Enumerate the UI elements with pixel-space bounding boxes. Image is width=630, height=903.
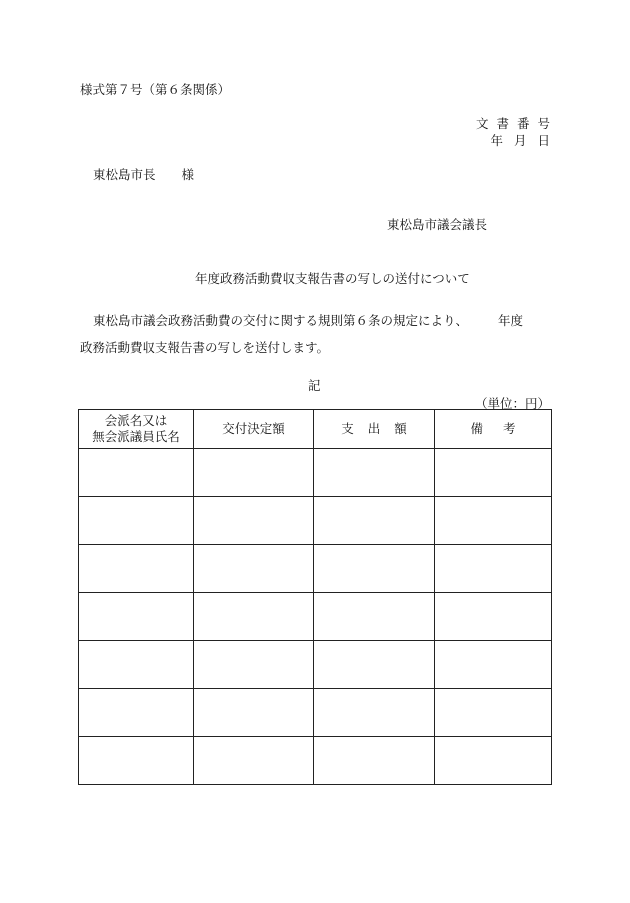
table-cell[interactable] bbox=[194, 593, 314, 641]
table-cell[interactable] bbox=[79, 593, 194, 641]
table-row bbox=[79, 737, 552, 785]
table-cell[interactable] bbox=[79, 737, 194, 785]
header-remarks-label: 備考 bbox=[470, 421, 536, 436]
table-cell[interactable] bbox=[194, 737, 314, 785]
table-cell[interactable] bbox=[79, 545, 194, 593]
header-remarks bbox=[435, 410, 552, 449]
body-line-2: 政務活動費収支報告書の写しを送付します。 bbox=[80, 340, 330, 355]
table-cell[interactable] bbox=[314, 641, 435, 689]
report-table bbox=[78, 409, 552, 785]
header-faction-line2: 無会派議員氏名 bbox=[92, 429, 180, 444]
table-cell[interactable] bbox=[314, 593, 435, 641]
table-cell[interactable] bbox=[194, 497, 314, 545]
subject-title: 年度政務活動費収支報告書の写しの送付について bbox=[195, 271, 470, 286]
table-cell[interactable] bbox=[314, 497, 435, 545]
unit-label: （単位：円） bbox=[474, 396, 550, 411]
table-cell[interactable] bbox=[194, 449, 314, 497]
table-cell[interactable] bbox=[194, 689, 314, 737]
table-row bbox=[79, 545, 552, 593]
table-cell[interactable] bbox=[435, 689, 552, 737]
form-number: 様式第７号（第６条関係） bbox=[80, 82, 231, 97]
header-faction-line1: 会派名又は bbox=[104, 413, 168, 428]
table-row bbox=[79, 593, 552, 641]
table-row bbox=[79, 449, 552, 497]
ki-heading: 記 bbox=[308, 378, 321, 393]
table-cell[interactable] bbox=[435, 593, 552, 641]
document-number-label: 文書番号 bbox=[475, 116, 558, 131]
header-faction-name bbox=[79, 410, 194, 449]
table-cell[interactable] bbox=[435, 641, 552, 689]
body-line-1 bbox=[80, 307, 552, 334]
table-header-row bbox=[79, 410, 552, 449]
table-cell[interactable] bbox=[314, 545, 435, 593]
table-cell[interactable] bbox=[79, 641, 194, 689]
sender: 東松島市議会議長 bbox=[387, 217, 488, 232]
recipient bbox=[93, 165, 194, 183]
recipient-honorific: 様 bbox=[181, 167, 195, 182]
table-cell[interactable] bbox=[435, 497, 552, 545]
table-cell[interactable] bbox=[194, 545, 314, 593]
date-label: 年月日 bbox=[490, 133, 561, 148]
body-line-1-suffix: 年度 bbox=[498, 313, 524, 328]
body-text bbox=[80, 307, 552, 361]
table-cell[interactable] bbox=[194, 641, 314, 689]
header-expenditure bbox=[314, 410, 435, 449]
table-cell[interactable] bbox=[314, 737, 435, 785]
table-row bbox=[79, 689, 552, 737]
header-expenditure-label: 支出額 bbox=[341, 421, 421, 436]
table-cell[interactable] bbox=[314, 449, 435, 497]
table-row bbox=[79, 497, 552, 545]
recipient-name: 東松島市長 bbox=[93, 167, 156, 182]
table-cell[interactable] bbox=[314, 689, 435, 737]
table-cell[interactable] bbox=[79, 449, 194, 497]
table-cell[interactable] bbox=[435, 449, 552, 497]
table-cell[interactable] bbox=[79, 689, 194, 737]
table-cell[interactable] bbox=[79, 497, 194, 545]
body-line-1-prefix: 東松島市議会政務活動費の交付に関する規則第６条の規定により、 bbox=[93, 313, 469, 328]
table-row bbox=[79, 641, 552, 689]
table-cell[interactable] bbox=[435, 545, 552, 593]
table-cell[interactable] bbox=[435, 737, 552, 785]
header-grant-amount: 交付決定額 bbox=[194, 410, 314, 449]
